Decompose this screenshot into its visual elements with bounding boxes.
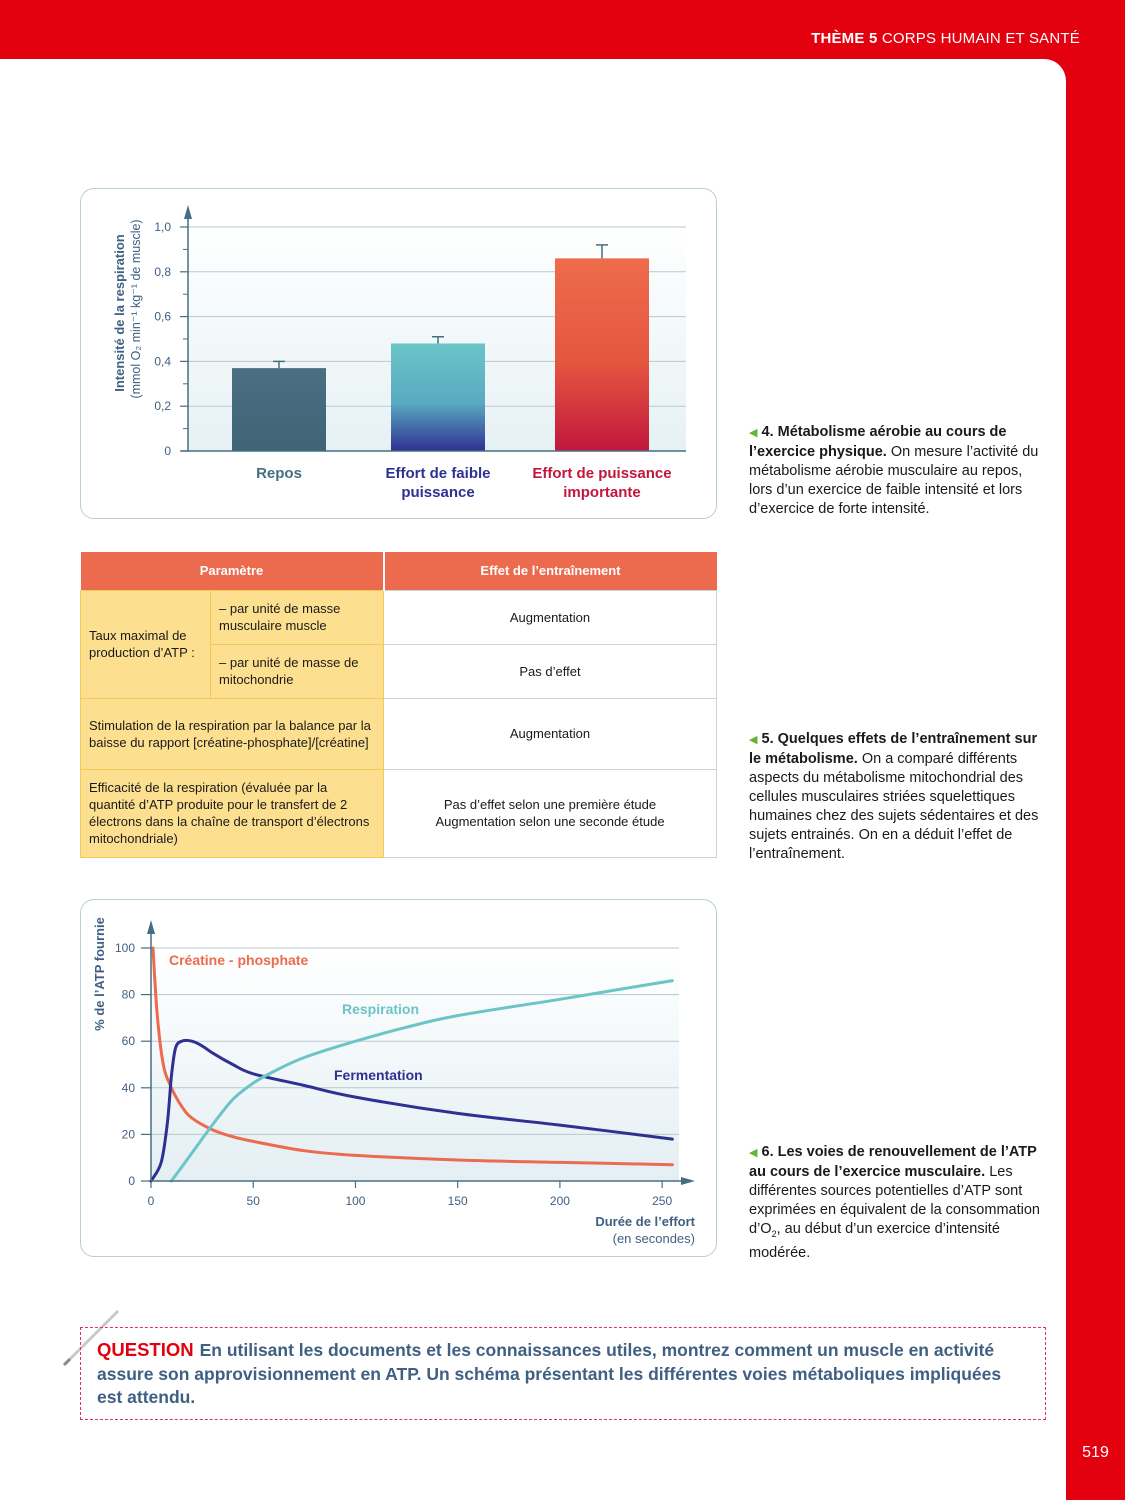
caption-arrow-icon: ◀ [749, 1147, 758, 1159]
category-label: Effort de faible [385, 465, 491, 482]
doc5-caption [749, 730, 1049, 864]
table-header-row [81, 552, 717, 590]
y-axis-ticks [115, 941, 151, 1188]
series-label-creatine-phosphate: Créatine - phosphate [169, 952, 309, 968]
y-tick-label: 0,8 [154, 264, 171, 279]
y-tick-label: 80 [121, 987, 135, 1002]
row3-effect [384, 769, 717, 857]
row1a-effect: Augmentation [384, 590, 717, 644]
row3-effect-2: Augmentation selon une seconde étude [435, 814, 665, 829]
y-tick-label: 1,0 [154, 220, 171, 234]
row2-effect: Augmentation [384, 698, 717, 769]
bar [555, 258, 649, 451]
row2-label: Stimulation de la respiration par la balance par la baisse du rapport [créatine-phosphate]/[créatine] [81, 698, 384, 769]
y-axis-unit: (mmol O₂ min⁻¹ kg⁻¹ de muscle) [129, 219, 143, 399]
caption-number: 4. [761, 424, 774, 440]
y-tick-label: 0,2 [154, 399, 171, 414]
doc4-figure [80, 188, 717, 519]
caption-title: Métabolisme aérobie au cours de l’exercice physique. [749, 424, 1007, 460]
y-tick-label: 60 [121, 1034, 135, 1049]
y-axis-label: Intensité de la respiration [112, 234, 127, 392]
question-text: En utilisant les documents et les connaissances utiles, montrez comment un muscle en activité assure son approvisionnement en ATP. Un schéma présentant les différentes voies métaboliques impliquées est attendu. [97, 1340, 1002, 1407]
y-axis-ticks [154, 220, 188, 458]
caption-text: On a comparé différents aspects du métabolisme mitochondrial des cellules musculaires striées squelettiques humaines chez des sujets sédentaires et des sujets entrainés. On en a déduit l’effet de l’entraînement. [749, 751, 1039, 862]
header-theme [811, 30, 1080, 47]
x-axis-arrow [681, 1177, 695, 1185]
row3-label: Efficacité de la respiration (évaluée par la quantité d’ATP produite pour le transfert de 2 électrons dans la chaîne de transport d’électrons mitochondriale) [81, 769, 384, 857]
x-axis-label: Durée de l’effort [595, 1214, 695, 1229]
x-tick-label: 150 [447, 1194, 468, 1208]
table-row [81, 590, 717, 644]
y-tick-label: 0,4 [154, 354, 171, 369]
bar [232, 368, 326, 451]
y-tick-label: 0 [164, 444, 171, 458]
y-tick-label: 0 [128, 1174, 135, 1188]
y-axis-label: % de l’ATP fournie [92, 917, 107, 1031]
doc6-figure [80, 899, 717, 1257]
question-label: QUESTION [97, 1339, 194, 1360]
bar [391, 343, 485, 451]
x-axis-ticks [148, 1181, 673, 1208]
category-label: puissance [401, 484, 475, 501]
y-tick-label: 20 [121, 1127, 135, 1142]
caption-text-b: , au début d’un exercice d’intensité modérée. [749, 1221, 1000, 1261]
training-effects-table [80, 552, 717, 858]
row1-label: Taux maximal de production d’ATP : [81, 590, 211, 698]
y-axis-arrow [147, 920, 155, 934]
row3-effect-1: Pas d’effet selon une première étude [443, 797, 657, 812]
caption-subscript: 2 [771, 1228, 777, 1239]
x-tick-label: 100 [345, 1194, 366, 1208]
x-tick-label: 250 [652, 1194, 673, 1208]
row1b-sub: – par unité de masse de mitochondrie [211, 644, 384, 698]
doc4-caption [749, 423, 1049, 519]
caption-arrow-icon: ◀ [749, 734, 758, 746]
col-header-param: Paramètre [81, 552, 384, 590]
category-label: Repos [256, 465, 302, 482]
header-theme-subject: CORPS HUMAIN ET SANTÉ [881, 30, 1080, 47]
x-tick-label: 0 [147, 1194, 155, 1208]
doc6-caption [749, 1143, 1049, 1263]
series-label-respiration: Respiration [342, 1001, 420, 1017]
caption-text: On mesure l’activité du métabolisme aérobie musculaire au repos, lors d’un exercice de faible intensité et lors d’exercice de forte intensité. [749, 444, 1039, 517]
series-label-fermentation: Fermentation [334, 1067, 423, 1083]
header-theme-number: THÈME 5 [811, 30, 878, 47]
caption-arrow-icon: ◀ [749, 427, 758, 439]
caption-title: Quelques effets de l’entraînement sur le métabolisme. [749, 731, 1038, 767]
y-tick-label: 0,6 [154, 309, 171, 324]
x-tick-label: 50 [246, 1194, 260, 1208]
x-axis-unit: (en secondes) [612, 1231, 695, 1246]
row1a-sub: – par unité de masse musculaire muscle [211, 590, 384, 644]
table-row [81, 769, 717, 857]
col-header-effect: Effet de l’entraînement [384, 552, 717, 590]
caption-title: Les voies de renouvellement de l’ATP au cours de l’exercice musculaire. [749, 1144, 1037, 1180]
x-tick-label: 200 [549, 1194, 570, 1208]
table-row [81, 698, 717, 769]
caption-number: 5. [761, 731, 774, 747]
category-label: Effort de puissance [532, 465, 672, 482]
y-tick-label: 40 [121, 1080, 135, 1095]
page-number: 519 [1082, 1444, 1109, 1461]
atp-sources-line-chart [81, 900, 718, 1258]
y-tick-label: 100 [114, 941, 135, 955]
page-header [0, 0, 1125, 59]
caption-text-a: Les différentes sources potentielles d’ATP sont exprimées en équivalent de la consommation d’O [749, 1164, 1040, 1237]
respiration-bar-chart [81, 189, 718, 520]
y-axis-arrow [184, 205, 192, 219]
category-label: importante [563, 484, 641, 501]
caption-number: 6. [761, 1144, 774, 1160]
row1b-effect: Pas d’effet [384, 644, 717, 698]
question-box [80, 1327, 1046, 1420]
